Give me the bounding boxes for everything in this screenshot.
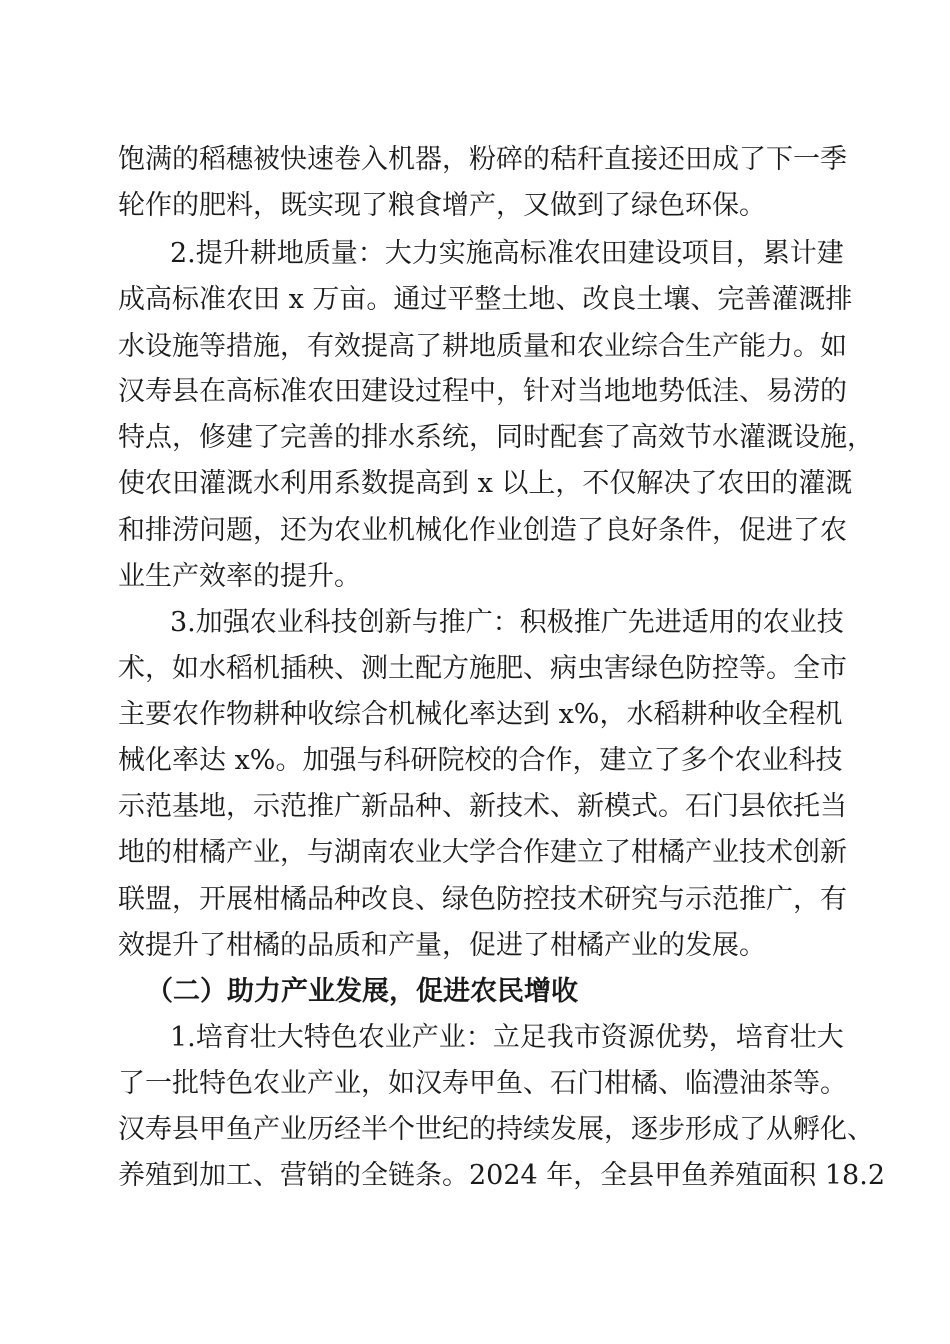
body-text-line: 水设施等措施，有效提高了耕地质量和农业综合生产能力。如: [118, 331, 847, 362]
body-text-line: 特点，修建了完善的排水系统，同时配套了高效节水灌溉设施，: [118, 422, 874, 453]
body-text-line: 械化率达 x%。加强与科研院校的合作，建立了多个农业科技: [118, 745, 843, 776]
body-text-line: 术，如水稻机插秧、测土配方施肥、病虫害绿色防控等。全市: [118, 653, 847, 684]
paragraph-start-line: 3.加强农业科技创新与推广：积极推广先进适用的农业技: [170, 607, 844, 638]
body-text-line: 轮作的肥料，既实现了粮食增产，又做到了绿色环保。: [118, 190, 766, 221]
body-text-line: 汉寿县甲鱼产业历经半个世纪的持续发展，逐步形成了从孵化、: [118, 1114, 874, 1145]
body-text-line: 和排涝问题，还为农业机械化作业创造了良好条件，促进了农: [118, 515, 847, 546]
body-text-line: 示范基地，示范推广新品种、新技术、新模式。石门县依托当: [118, 791, 847, 822]
body-text-line: 地的柑橘产业，与湖南农业大学合作建立了柑橘产业技术创新: [118, 837, 847, 868]
body-text-line: 业生产效率的提升。: [118, 561, 361, 592]
body-text-line: 效提升了柑橘的品质和产量，促进了柑橘产业的发展。: [118, 930, 766, 961]
body-text-line: 饱满的稻穗被快速卷入机器，粉碎的秸秆直接还田成了下一季: [118, 144, 847, 175]
paragraph-start-line: 1.培育壮大特色农业产业：立足我市资源优势，培育壮大: [170, 1022, 844, 1053]
paragraph-start-line: 2.提升耕地质量：大力实施高标准农田建设项目，累计建: [170, 238, 844, 269]
section-heading: （二）助力产业发展，促进农民增收: [146, 976, 578, 1007]
body-text-line: 养殖到加工、营销的全链条。2024 年，全县甲鱼养殖面积 18.2: [118, 1160, 885, 1191]
body-text-line: 使农田灌溉水利用系数提高到 x 以上，不仅解决了农田的灌溉: [118, 468, 853, 499]
body-text-line: 成高标准农田 x 万亩。通过平整土地、改良土壤、完善灌溉排: [118, 284, 853, 315]
body-text-line: 了一批特色农业产业，如汉寿甲鱼、石门柑橘、临澧油茶等。: [118, 1068, 847, 1099]
body-text-line: 联盟，开展柑橘品种改良、绿色防控技术研究与示范推广，有: [118, 884, 847, 915]
body-text-line: 汉寿县在高标准农田建设过程中，针对当地地势低洼、易涝的: [118, 376, 847, 407]
body-text-line: 主要农作物耕种收综合机械化率达到 x%，水稻耕种收全程机: [118, 699, 843, 730]
